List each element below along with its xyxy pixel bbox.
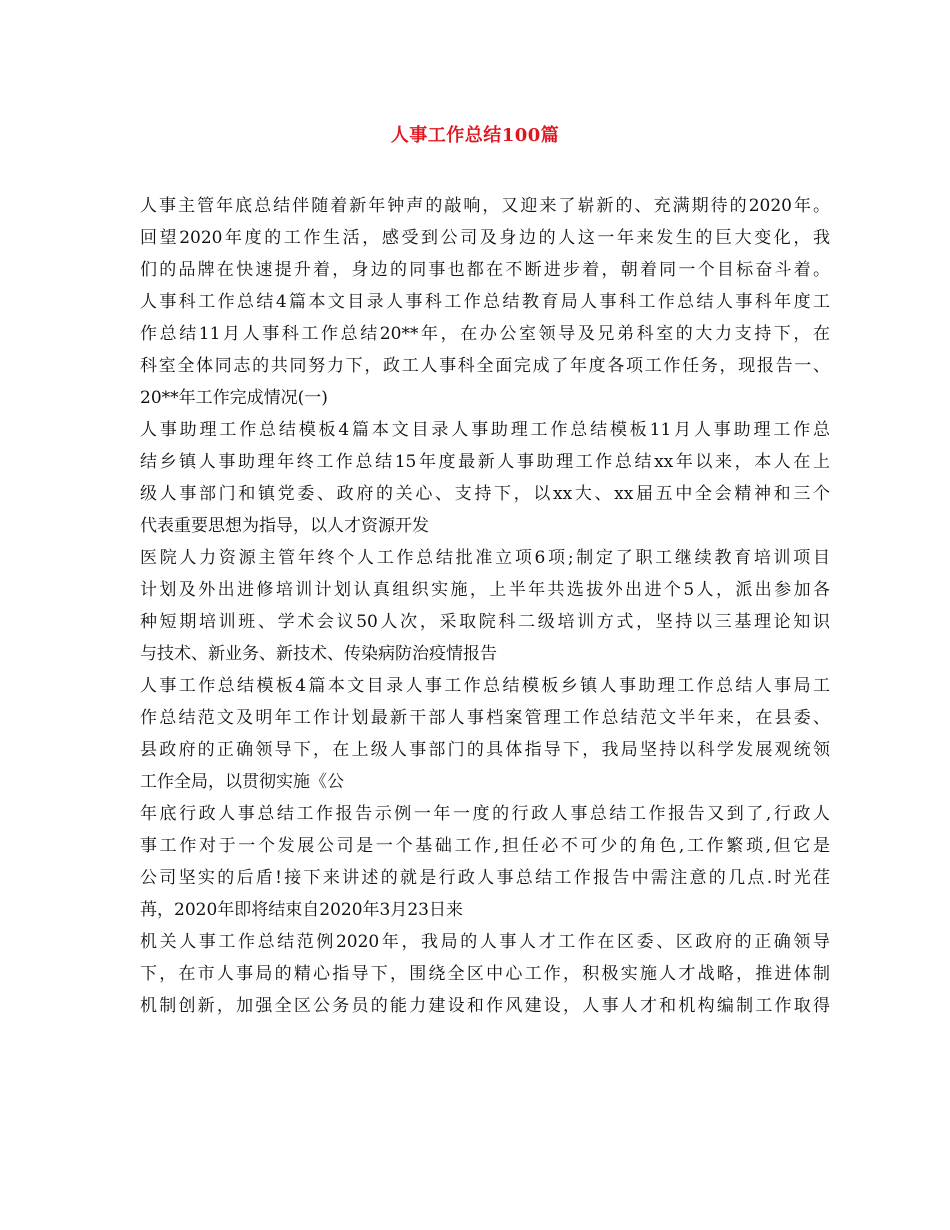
body-line: 计划及外出进修培训计划认真组织实施，上半年共选拔外出进个5人，派出参加各 bbox=[140, 580, 830, 600]
body-line: 年底行政人事总结工作报告示例一年一度的行政人事总结工作报告又到了,行政人 bbox=[140, 804, 830, 824]
body-line: 工作全局，以贯彻实施《公 bbox=[140, 772, 344, 792]
body-line: 20**年工作完成情况(一) bbox=[140, 388, 328, 408]
body-line: 种短期培训班、学术会议50人次，采取院科二级培训方式，坚持以三基理论知识 bbox=[140, 612, 830, 632]
body-line: 结乡镇人事助理年终工作总结15年度最新人事助理工作总结xx年以来，本人在上 bbox=[140, 452, 830, 472]
body-line: 级人事部门和镇党委、政府的关心、支持下，以xx大、xx届五中全会精神和三个 bbox=[140, 484, 830, 504]
body-line: 回望2020年度的工作生活，感受到公司及身边的人这一年来发生的巨大变化，我 bbox=[140, 228, 830, 248]
body-line: 代表重要思想为指导，以人才资源开发 bbox=[140, 516, 429, 536]
body-line: 作总结范文及明年工作计划最新干部人事档案管理工作总结范文半年来，在县委、 bbox=[140, 708, 830, 728]
body-line: 县政府的正确领导下，在上级人事部门的具体指导下，我局坚持以科学发展观统领 bbox=[140, 740, 830, 760]
body-line: 科室全体同志的共同努力下，政工人事科全面完成了年度各项工作任务，现报告一、 bbox=[140, 356, 830, 376]
body-line: 人事助理工作总结模板4篇本文目录人事助理工作总结模板11月人事助理工作总 bbox=[140, 420, 830, 440]
body-line: 公司坚实的后盾!接下来讲述的就是行政人事总结工作报告中需注意的几点.时光荏 bbox=[140, 868, 830, 888]
body-line: 事工作对于一个发展公司是一个基础工作,担任必不可少的角色,工作繁琐,但它是 bbox=[140, 836, 830, 856]
body-line: 人事工作总结模板4篇本文目录人事工作总结模板乡镇人事助理工作总结人事局工 bbox=[140, 676, 830, 696]
document-body bbox=[140, 190, 830, 1022]
body-line: 作总结11月人事科工作总结20**年，在办公室领导及兄弟科室的大力支持下，在 bbox=[140, 324, 830, 344]
body-line: 医院人力资源主管年终个人工作总结批准立项6项;制定了职工继续教育培训项目 bbox=[140, 548, 830, 568]
body-line: 机关人事工作总结范例2020年，我局的人事人才工作在区委、区政府的正确领导 bbox=[140, 932, 830, 952]
body-line: 人事科工作总结4篇本文目录人事科工作总结教育局人事科工作总结人事科年度工 bbox=[140, 292, 830, 312]
body-line: 人事主管年底总结伴随着新年钟声的敲响，又迎来了崭新的、充满期待的2020年。 bbox=[140, 196, 830, 216]
body-line: 下，在市人事局的精心指导下，围绕全区中心工作，积极实施人才战略，推进体制 bbox=[140, 964, 830, 984]
body-line: 们的品牌在快速提升着，身边的同事也都在不断进步着，朝着同一个目标奋斗着。 bbox=[140, 260, 830, 280]
body-line: 苒，2020年即将结束自2020年3月23日来 bbox=[140, 900, 463, 920]
body-line: 与技术、新业务、新技术、传染病防治疫情报告 bbox=[140, 644, 497, 664]
document-title: 人事工作总结100篇 bbox=[390, 125, 560, 146]
body-line: 机制创新，加强全区公务员的能力建设和作风建设，人事人才和机构编制工作取得 bbox=[140, 996, 830, 1016]
